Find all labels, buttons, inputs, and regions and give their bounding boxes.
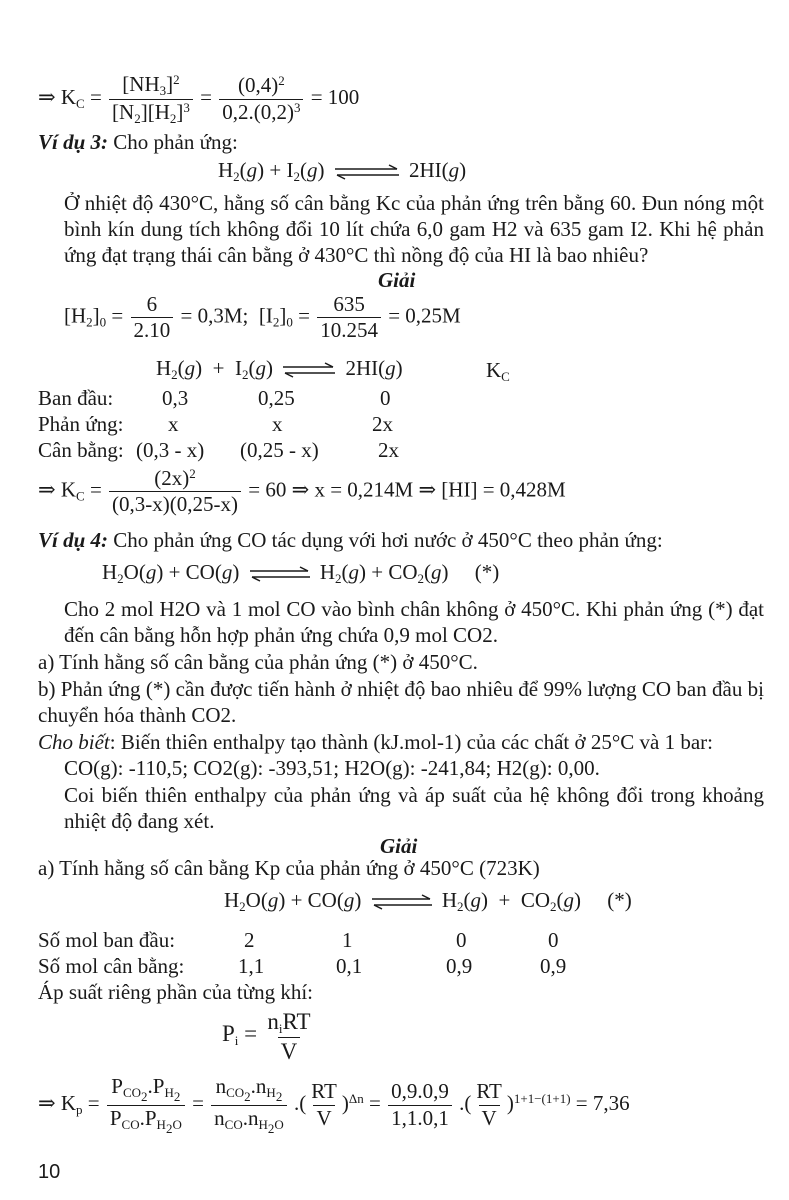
example-4-label: Ví dụ 4: — [38, 528, 109, 552]
table-row: Cân bằng: — [38, 438, 124, 462]
example-3-header — [38, 130, 238, 155]
example-3-label: Ví dụ 3: — [38, 130, 109, 154]
question-b: b) Phản ứng (*) cần được tiến hành ở nhiệt độ bao nhiêu để 99% lượng CO ban đầu bị chuyển hóa thành CO2. — [38, 677, 764, 727]
table-row: Phản ứng: — [38, 412, 124, 436]
page-number: 10 — [38, 1161, 61, 1183]
kp-result: = 7,36 — [575, 1090, 630, 1115]
enthalpy-values: CO(g): -110,5; CO2(g): -393,51; H2O(g): -241,84; H2(g): 0,00. — [64, 756, 600, 780]
equilibrium-arrow-icon — [333, 164, 401, 180]
kc-nh3-equation: ⇒ $K_C$ = $\frac{[NH_3]^2}{[N_2][H_2]^3}$ = $\frac{(0,4)^2}{0,2.(0,2)^3}$ = 100 — [38, 72, 360, 126]
table-4-reaction: $H_2O(g) + CO(g) H_2(g) + CO_2(g)$ (*) — [224, 888, 632, 914]
example-3-result: ⇒ $K_C$ = $\frac{(2x)^2}{(0,3-x)(0,25-x)}$ = 60 ⇒ x = 0,214M ⇒ [HI] = 0,428M — [38, 466, 566, 517]
table-cell: 0 — [456, 928, 467, 952]
example-4-intro: Cho phản ứng CO tác dụng với hơi nước ở 450°C theo phản ứng: — [113, 528, 663, 552]
given-text: : Biến thiên enthalpy tạo thành (kJ.mol-1) của các chất ở 25°C và 1 bar: — [109, 730, 713, 754]
table-3-kc: $K_C$ — [486, 358, 510, 384]
table-cell: 0,25 — [258, 386, 295, 410]
table-cell: 0 — [380, 386, 391, 410]
example-4-header — [38, 528, 663, 553]
equilibrium-arrow-icon — [248, 566, 312, 582]
table-row: Số mol cân bằng: — [38, 954, 185, 978]
table-cell: (0,3 - x) — [136, 438, 205, 462]
example-4-reaction: $H_2O(g) + CO(g) H_2(g) + CO_2(g)$ (*) — [102, 560, 500, 586]
table-3-reaction: $H_2(g) + I_2(g)$ 2HI(g) — [156, 356, 403, 382]
table-cell: 0,3 — [162, 386, 189, 410]
example-4-statement: Cho 2 mol H2O và 1 mol CO vào bình chân không ở 450°C. Khi phản ứng (*) đạt đến cân bằng hỗn hợp phản ứng chứa 0,9 mol CO2. — [64, 597, 764, 647]
given-line — [38, 730, 713, 755]
partial-pressure-formula: $P_i$ = $\frac{n_iRT}{V}$ — [222, 1009, 311, 1064]
example-3-solution-heading: Giải — [378, 268, 416, 292]
table-cell: 0,1 — [336, 954, 363, 978]
assumption: Coi biến thiên enthalpy của phản ứng và áp suất của hệ không đổi trong khoảng nhiệt độ đang xét. — [64, 783, 764, 833]
table-cell: x — [272, 412, 283, 436]
table-cell: 2 — [244, 928, 255, 952]
table-cell: 2x — [378, 438, 399, 462]
example-3-reaction: $H_2(g) + I_2(g)$ 2HI(g) — [218, 158, 467, 184]
part-a-title: a) Tính hằng số cân bằng Kp của phản ứng ở 450°C (723K) — [38, 856, 540, 880]
partial-pressure-intro: Áp suất riêng phần của từng khí: — [38, 980, 313, 1004]
table-cell: 1 — [342, 928, 353, 952]
table-cell: 0,9 — [446, 954, 473, 978]
equilibrium-arrow-icon — [370, 894, 434, 910]
example-3-intro: Cho phản ứng: — [113, 130, 238, 154]
table-cell: 0,9 — [540, 954, 567, 978]
kp-equation: ⇒ $K_p$ = $\frac{P_{CO_2}.P_{H_2}}{P_{CO}.P_{H_2O}}$ = $\frac{n_{CO_2}.n_{H_2}}{n_{CO}.n_{H_2O}}$ .( $\frac{RT}{V}$ )$^{\Delta n}$ = $\frac{0,9.0,9}{1,1.0,1}$ .( $\frac{RT}{V}$ )$^{1+1-(1+1)}$ = 7,36 — [38, 1074, 630, 1136]
initial-concentrations: $[H_2]_0$ = $\frac{6}{2.10}$ = 0,3M; $[I_2]_0$ = $\frac{635}{10.254}$ = 0,25M — [64, 292, 461, 343]
reaction-tag: (*) — [474, 560, 500, 584]
table-cell: x — [168, 412, 179, 436]
question-a: a) Tính hằng số cân bằng của phản ứng (*) ở 450°C. — [38, 650, 478, 674]
equilibrium-arrow-icon — [281, 362, 337, 378]
given-label: Cho biết — [38, 730, 110, 754]
table-cell: 2x — [372, 412, 393, 436]
table-cell: 0 — [548, 928, 559, 952]
example-4-solution-heading: Giải — [380, 834, 418, 858]
table-cell: 1,1 — [238, 954, 265, 978]
table-cell: (0,25 - x) — [240, 438, 319, 462]
example-3-statement: Ở nhiệt độ 430°C, hằng số cân bằng Kc của phản ứng trên bằng 60. Đun nóng một bình kín dung tích không đổi 10 lít chứa 6,0 gam H2 và 635 gam I2. Khi hệ phản ứng đạt trạng thái cân bằng ở 430°C thì nồng độ của HI là bao nhiêu? — [64, 191, 764, 267]
table-row: Số mol ban đầu: — [38, 928, 176, 952]
table-row: Ban đầu: — [38, 386, 114, 410]
